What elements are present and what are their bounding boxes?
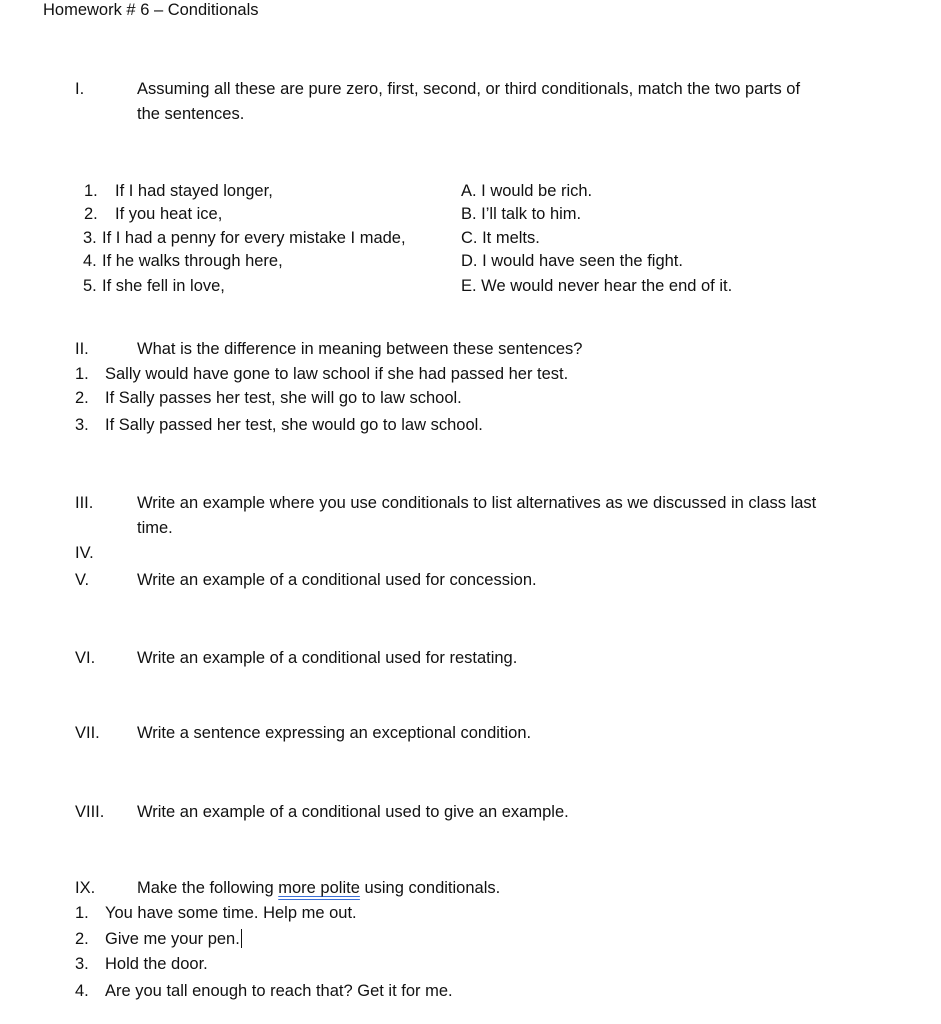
- text-cursor: [241, 929, 242, 948]
- section-2-item-number: 2.: [75, 389, 89, 407]
- section-8-prompt: Write an example of a conditional used to give an example.: [137, 803, 569, 821]
- section-9-item: [105, 928, 242, 950]
- match-left-number: 4.: [83, 252, 97, 270]
- document-title: Homework # 6 – Conditionals: [43, 1, 259, 19]
- match-left-item: If you heat ice,: [115, 205, 223, 223]
- match-left-number: 2.: [84, 205, 98, 223]
- match-right-item: B. I’ll talk to him.: [461, 205, 582, 223]
- section-9-item: Hold the door.: [105, 955, 208, 973]
- section-2-item: If Sally passes her test, she will go to law school.: [105, 389, 462, 407]
- section-6-prompt: Write an example of a conditional used for restating.: [137, 649, 518, 667]
- section-9-prompt-before: Make the following: [137, 879, 279, 897]
- match-left-item: If I had stayed longer,: [115, 182, 273, 200]
- section-9-item-number: 2.: [75, 930, 89, 948]
- section-2-item: If Sally passed her test, she would go to law school.: [105, 416, 483, 434]
- section-9-item-number: 4.: [75, 982, 89, 1000]
- section-9-item-number: 3.: [75, 955, 89, 973]
- match-left-item: If he walks through here,: [102, 252, 283, 270]
- match-right-item: E. We would never hear the end of it.: [461, 277, 733, 295]
- section-9-prompt: [137, 877, 500, 899]
- section-1-numeral: I.: [75, 80, 85, 98]
- section-7-prompt: Write a sentence expressing an exceptional condition.: [137, 724, 532, 742]
- section-3-prompt-line-1: Write an example where you use conditionals to list alternatives as we discussed in class last: [137, 494, 817, 512]
- section-3-prompt-line-2: time.: [137, 519, 173, 537]
- grammar-flagged-phrase[interactable]: more polite: [278, 879, 360, 897]
- section-2-numeral: II.: [75, 340, 89, 358]
- section-2-item-number: 1.: [75, 365, 89, 383]
- section-2-item-number: 3.: [75, 416, 89, 434]
- section-9-item-number: 1.: [75, 904, 89, 922]
- section-9-item: You have some time. Help me out.: [105, 904, 357, 922]
- section-6-numeral: VI.: [75, 649, 96, 667]
- section-3-numeral: III.: [75, 494, 94, 512]
- section-2-prompt: What is the difference in meaning between these sentences?: [137, 340, 583, 358]
- section-9-prompt-after: using conditionals.: [359, 879, 501, 897]
- section-7-numeral: VII.: [75, 724, 100, 742]
- section-2-item: Sally would have gone to law school if she had passed her test.: [105, 365, 569, 383]
- section-9-item: Are you tall enough to reach that? Get it for me.: [105, 982, 453, 1000]
- match-right-item: D. I would have seen the fight.: [461, 252, 683, 270]
- section-5-prompt: Write an example of a conditional used for concession.: [137, 571, 537, 589]
- match-right-item: A. I would be rich.: [461, 182, 593, 200]
- section-4-numeral: IV.: [75, 544, 94, 562]
- match-left-number: 5.: [83, 277, 97, 295]
- section-5-numeral: V.: [75, 571, 90, 589]
- match-left-number: 1.: [84, 182, 98, 200]
- section-1-prompt-line-2: the sentences.: [137, 105, 245, 123]
- match-right-item: C. It melts.: [461, 229, 540, 247]
- match-left-item: If I had a penny for every mistake I made,: [102, 229, 406, 247]
- section-9-item-text: Give me your pen.: [105, 930, 240, 948]
- section-8-numeral: VIII.: [75, 803, 105, 821]
- section-1-prompt-line-1: Assuming all these are pure zero, first, second, or third conditionals, match the two parts of: [137, 80, 801, 98]
- section-9-numeral: IX.: [75, 879, 96, 897]
- match-left-item: If she fell in love,: [102, 277, 225, 295]
- match-left-number: 3.: [83, 229, 97, 247]
